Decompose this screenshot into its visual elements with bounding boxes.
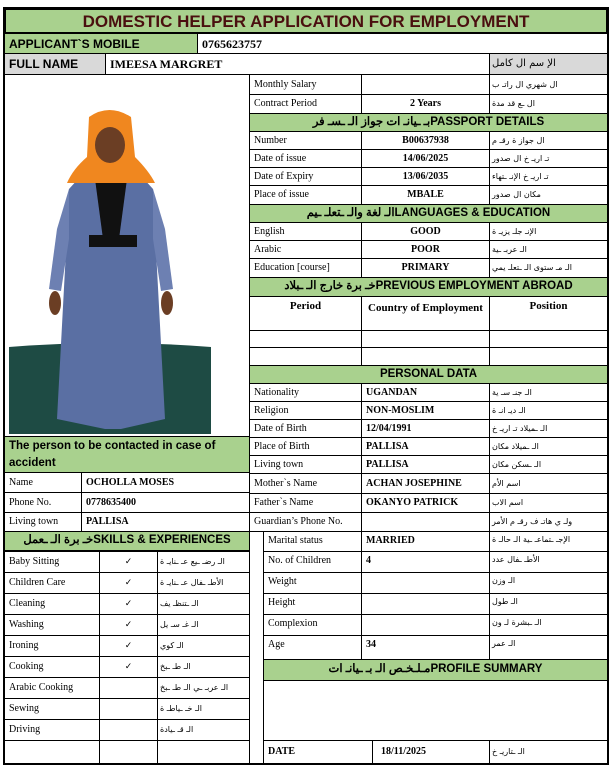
previous-employment-header: خـ برة خارج الـ ـبلادPREVIOUS EMPLOYMENT ABROAD (249, 277, 608, 297)
physical-1-value: 4 (361, 551, 490, 573)
personal-6-ar: اسم الاب (489, 493, 608, 513)
personal-2-value: 12/04/1991 (361, 419, 490, 438)
physical-2-value (361, 572, 490, 594)
personal-3-value: PALLISA (361, 437, 490, 456)
salary-label: Monthly Salary (249, 74, 362, 95)
passport-header: بـ ـيانـ ات جواز الـ ـسـ فرPASSPORT DETAILS (249, 113, 608, 132)
personal-4-ar: الـ ـسكن مكان (489, 455, 608, 474)
personal-2-ar: الـ ـميلاد تـ اريـ خ (489, 419, 608, 438)
personal-5-value: ACHAN JOSEPHINE (361, 473, 490, 494)
skill-2-ar: الـ ـتنظـ يف (157, 593, 250, 615)
language-2-label: Education [course] (249, 258, 362, 278)
skill-3-ar: الـ غـ سـ يل (157, 614, 250, 636)
prev-col-country: Country of Employment (361, 296, 490, 331)
skill-4-check-icon: ✓ (99, 635, 158, 657)
personal-data-header: PERSONAL DATA (249, 365, 608, 384)
physical-1-ar: الأطـ ـفال عدد (489, 551, 608, 573)
skill-5-check-icon: ✓ (99, 656, 158, 678)
skill-3-check-icon: ✓ (99, 614, 158, 636)
full-name-value: IMEESA MARGRET (105, 53, 490, 75)
passport-1-ar: تـ اريـ خ ال صدور (489, 149, 608, 168)
skill-1-ar: الأطـ ـفال عـ ـنايـ ة (157, 572, 250, 594)
language-1-value: POOR (361, 240, 490, 259)
prev-row-1-position (489, 347, 608, 366)
skill-3-label: Washing (4, 614, 100, 636)
passport-2-label: Date of Expiry (249, 167, 362, 186)
prev-row-1-period (249, 347, 362, 366)
personal-7-ar: ولـ ي هاتـ ف رقـ م الأمر (489, 512, 608, 532)
language-1-ar: الـ عربـ ـية (489, 240, 608, 259)
passport-3-label: Place of issue (249, 185, 362, 205)
skill-0-check-icon: ✓ (99, 551, 158, 573)
contract-value: 2 Years (361, 94, 490, 114)
prev-col-period: Period (249, 296, 362, 331)
date-label: DATE (263, 740, 373, 764)
physical-0-value: MARRIED (361, 531, 490, 552)
applicant-photo (9, 79, 211, 434)
skill-6-ar: الـ عربـ ـي الـ طـ ـبخ (157, 677, 250, 699)
date-ar: الـ ـتاريـ خ (489, 740, 608, 764)
skill-1-label: Children Care (4, 572, 100, 594)
personal-3-label: Place of Birth (249, 437, 362, 456)
physical-0-ar: الإجـ ـتماعـ ـية الـ حالـ ة (489, 531, 608, 552)
personal-0-ar: الـ جنـ سـ ية (489, 383, 608, 402)
physical-4-label: Complexion (263, 614, 362, 636)
passport-1-label: Date of issue (249, 149, 362, 168)
passport-2-ar: تـ اريـ خ الإنـ ـتهاء (489, 167, 608, 186)
personal-3-ar: الـ ـميلاد مكان (489, 437, 608, 456)
skill-5-label: Cooking (4, 656, 100, 678)
contact-1-value: 0778635400 (81, 492, 250, 513)
page-title: DOMESTIC HELPER APPLICATION FOR EMPLOYMENT (4, 8, 608, 34)
face (95, 127, 125, 163)
skill-8-ar: الـ قـ ـيادة (157, 719, 250, 741)
personal-7-value (361, 512, 490, 532)
salary-ar: ال شهري ال راتـ ب (489, 74, 608, 95)
skill-9-ar (157, 740, 250, 764)
skill-7-ar: الـ خـ ـياطـ ة (157, 698, 250, 720)
skill-6-check-icon (99, 677, 158, 699)
language-0-value: GOOD (361, 222, 490, 241)
skill-2-label: Cleaning (4, 593, 100, 615)
passport-3-value: MBALE (361, 185, 490, 205)
language-0-ar: الإنـ جلـ يزيـ ة (489, 222, 608, 241)
physical-2-label: Weight (263, 572, 362, 594)
mobile-value: 0765623757 (197, 33, 608, 54)
personal-0-label: Nationality (249, 383, 362, 402)
skill-1-check-icon: ✓ (99, 572, 158, 594)
physical-5-ar: الـ عمر (489, 635, 608, 660)
full-name-ar-label: الإ سم ال كامل (489, 53, 608, 75)
physical-0-label: Marital status (263, 531, 362, 552)
passport-3-ar: مكان ال صدور (489, 185, 608, 205)
skill-9-label (4, 740, 100, 764)
personal-0-value: UGANDAN (361, 383, 490, 402)
physical-3-value (361, 593, 490, 615)
physical-2-ar: الـ وزن (489, 572, 608, 594)
prev-row-0-position (489, 330, 608, 348)
language-2-ar: الـ مـ ستوى الـ ـتعلـ يمي (489, 258, 608, 278)
personal-6-value: OKANYO PATRICK (361, 493, 490, 513)
language-0-label: English (249, 222, 362, 241)
prev-row-1-country (361, 347, 490, 366)
contact-1-label: Phone No. (4, 492, 82, 513)
passport-0-ar: ال جواز ة رقـ م (489, 131, 608, 150)
personal-7-label: Guardian’s Phone No. (249, 512, 362, 532)
personal-4-value: PALLISA (361, 455, 490, 474)
full-name-label: FULL NAME (4, 53, 106, 75)
skill-0-ar: الـ رضـ ـيع عـ ـنايـ ة (157, 551, 250, 573)
personal-5-ar: اسم الأم (489, 473, 608, 494)
profile-summary-header: مـلـخـص الـ بـ ـيانـ اتPROFILE SUMMARY (263, 659, 608, 681)
prev-row-0-country (361, 330, 490, 348)
skill-6-label: Arabic Cooking (4, 677, 100, 699)
skill-2-check-icon: ✓ (99, 593, 158, 615)
physical-4-ar: الـ ـبشرة لـ ون (489, 614, 608, 636)
languages-header: الـ لغة والـ ـتعلـ ـيمLANGUAGES & EDUCATION (249, 204, 608, 223)
physical-3-label: Height (263, 593, 362, 615)
physical-3-ar: الـ طول (489, 593, 608, 615)
prev-col-position: Position (489, 296, 608, 331)
prev-row-0-period (249, 330, 362, 348)
skill-9-check-icon (99, 740, 158, 764)
physical-1-label: No. of Children (263, 551, 362, 573)
contract-ar: ال ـع قد مدة (489, 94, 608, 114)
contact-header: The person to be contacted in case of accident (4, 436, 250, 473)
skill-4-label: Ironing (4, 635, 100, 657)
physical-4-value (361, 614, 490, 636)
physical-5-value: 34 (361, 635, 490, 660)
profile-summary-body (263, 680, 608, 741)
contact-0-label: Name (4, 472, 82, 493)
personal-1-ar: الـ ديـ انـ ة (489, 401, 608, 420)
skill-8-check-icon (99, 719, 158, 741)
personal-4-label: Living town (249, 455, 362, 474)
language-1-label: Arabic (249, 240, 362, 259)
skill-0-label: Baby Sitting (4, 551, 100, 573)
passport-0-label: Number (249, 131, 362, 150)
personal-1-value: NON-MOSLIM (361, 401, 490, 420)
personal-5-label: Mother`s Name (249, 473, 362, 494)
skill-7-check-icon (99, 698, 158, 720)
passport-0-value: B00637938 (361, 131, 490, 150)
personal-6-label: Father`s Name (249, 493, 362, 513)
spacer-column (249, 531, 264, 764)
contact-0-value: OCHOLLA MOSES (81, 472, 250, 493)
personal-2-label: Date of Birth (249, 419, 362, 438)
skills-header: خـ برة الـ ـعملSKILLS & EXPERIENCES (4, 531, 250, 551)
skill-7-label: Sewing (4, 698, 100, 720)
contact-2-label: Living town (4, 512, 82, 532)
contract-label: Contract Period (249, 94, 362, 114)
skill-5-ar: الـ طـ ـبخ (157, 656, 250, 678)
contact-2-value: PALLISA (81, 512, 250, 532)
skill-4-ar: الـ كوي (157, 635, 250, 657)
date-value: 18/11/2025 (372, 740, 490, 764)
physical-5-label: Age (263, 635, 362, 660)
salary-value (361, 74, 490, 95)
language-2-value: PRIMARY (361, 258, 490, 278)
passport-1-value: 14/06/2025 (361, 149, 490, 168)
personal-1-label: Religion (249, 401, 362, 420)
mobile-label: APPLICANT`S MOBILE (4, 33, 198, 54)
skill-8-label: Driving (4, 719, 100, 741)
passport-2-value: 13/06/2035 (361, 167, 490, 186)
